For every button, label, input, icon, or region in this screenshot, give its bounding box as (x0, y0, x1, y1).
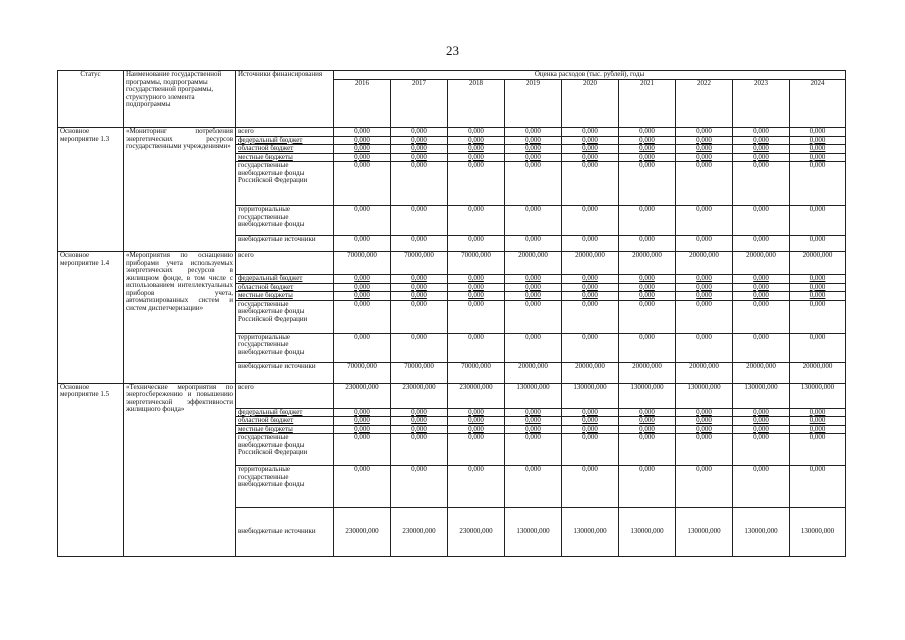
value-cell: 0,000 (619, 145, 676, 154)
value-cell: 130000,000 (562, 508, 619, 557)
value-cell: 0,000 (619, 425, 676, 434)
value-cell: 20000,000 (733, 252, 790, 275)
value-cell: 0,000 (733, 283, 790, 292)
value-cell: 0,000 (676, 236, 733, 252)
value-cell: 0,000 (334, 128, 391, 137)
header-year-2024: 2024 (790, 80, 846, 128)
value-cell: 0,000 (562, 425, 619, 434)
value-cell: 0,000 (334, 162, 391, 206)
value-cell: 0,000 (391, 333, 448, 362)
row-source: всего (236, 128, 334, 137)
value-cell: 0,000 (619, 408, 676, 417)
value-cell: 0,000 (790, 466, 846, 508)
row-source: государственные внебюджетные фонды Российской Федерации (236, 434, 334, 466)
value-cell: 0,000 (790, 283, 846, 292)
page-number: 23 (446, 43, 459, 58)
value-cell: 0,000 (334, 425, 391, 434)
value-cell: 0,000 (619, 466, 676, 508)
value-cell: 70000,000 (448, 362, 505, 383)
value-cell: 130000,000 (790, 508, 846, 557)
value-cell: 0,000 (619, 434, 676, 466)
value-cell: 0,000 (334, 283, 391, 292)
value-cell: 0,000 (505, 136, 562, 145)
value-cell: 0,000 (334, 292, 391, 301)
value-cell: 130000,000 (676, 383, 733, 408)
value-cell: 20000,000 (562, 252, 619, 275)
value-cell: 0,000 (505, 417, 562, 426)
value-cell: 0,000 (676, 136, 733, 145)
value-cell: 0,000 (790, 408, 846, 417)
table-row (58, 128, 846, 137)
header-year-2020: 2020 (562, 80, 619, 128)
value-cell: 0,000 (505, 408, 562, 417)
value-cell: 0,000 (562, 275, 619, 284)
row-name: «Мониторинг потребления энергетических ресурсов государственными учреждениями» (124, 128, 236, 252)
value-cell: 130000,000 (505, 508, 562, 557)
row-source: внебюджетные источники (236, 362, 334, 383)
value-cell: 0,000 (790, 292, 846, 301)
value-cell: 0,000 (391, 162, 448, 206)
value-cell: 0,000 (562, 236, 619, 252)
value-cell: 0,000 (505, 145, 562, 154)
table-row (58, 252, 846, 275)
value-cell: 0,000 (790, 333, 846, 362)
value-cell: 20000,000 (562, 362, 619, 383)
row-source: федеральный бюджет (236, 136, 334, 145)
value-cell: 20000,000 (619, 362, 676, 383)
value-cell: 0,000 (448, 434, 505, 466)
value-cell: 130000,000 (790, 383, 846, 408)
value-cell: 0,000 (505, 162, 562, 206)
value-cell: 0,000 (334, 236, 391, 252)
value-cell: 0,000 (676, 300, 733, 333)
value-cell: 0,000 (676, 162, 733, 206)
value-cell: 130000,000 (619, 383, 676, 408)
value-cell: 130000,000 (733, 508, 790, 557)
row-source: областной бюджет (236, 417, 334, 426)
row-status: Основное мероприятие 1.3 (58, 128, 124, 252)
header-year-2017: 2017 (391, 80, 448, 128)
value-cell: 0,000 (733, 236, 790, 252)
value-cell: 0,000 (391, 292, 448, 301)
table-body (58, 128, 846, 557)
value-cell: 0,000 (619, 136, 676, 145)
value-cell: 0,000 (505, 292, 562, 301)
value-cell: 0,000 (391, 408, 448, 417)
value-cell: 0,000 (790, 236, 846, 252)
value-cell: 0,000 (448, 128, 505, 137)
row-source: федеральный бюджет (236, 275, 334, 284)
value-cell: 0,000 (334, 136, 391, 145)
value-cell: 0,000 (733, 434, 790, 466)
value-cell: 0,000 (562, 466, 619, 508)
value-cell: 70000,000 (391, 362, 448, 383)
value-cell: 0,000 (448, 333, 505, 362)
value-cell: 0,000 (733, 333, 790, 362)
value-cell: 20000,000 (790, 362, 846, 383)
header-year-2023: 2023 (733, 80, 790, 128)
value-cell: 70000,000 (391, 252, 448, 275)
value-cell: 0,000 (334, 434, 391, 466)
row-source: областной бюджет (236, 283, 334, 292)
value-cell: 130000,000 (733, 383, 790, 408)
value-cell: 0,000 (619, 153, 676, 162)
value-cell: 0,000 (391, 206, 448, 236)
value-cell: 0,000 (391, 145, 448, 154)
value-cell: 0,000 (391, 300, 448, 333)
row-source: местные бюджеты (236, 425, 334, 434)
value-cell: 0,000 (391, 466, 448, 508)
value-cell: 0,000 (619, 283, 676, 292)
value-cell: 0,000 (790, 206, 846, 236)
header-sources: Источники финансирования (236, 71, 334, 128)
value-cell: 70000,000 (334, 362, 391, 383)
value-cell: 130000,000 (505, 383, 562, 408)
value-cell: 0,000 (733, 292, 790, 301)
value-cell: 0,000 (562, 136, 619, 145)
value-cell: 0,000 (505, 300, 562, 333)
value-cell: 230000,000 (448, 383, 505, 408)
value-cell: 0,000 (676, 333, 733, 362)
value-cell: 0,000 (391, 136, 448, 145)
value-cell: 0,000 (733, 408, 790, 417)
value-cell: 0,000 (733, 162, 790, 206)
value-cell: 0,000 (448, 236, 505, 252)
row-source: территориальные государственные внебюджетные фонды (236, 466, 334, 508)
value-cell: 0,000 (676, 466, 733, 508)
value-cell: 0,000 (505, 425, 562, 434)
value-cell: 0,000 (619, 417, 676, 426)
value-cell: 0,000 (448, 153, 505, 162)
value-cell: 0,000 (790, 417, 846, 426)
value-cell: 0,000 (562, 128, 619, 137)
header-status: Статус (58, 71, 124, 128)
value-cell: 0,000 (790, 128, 846, 137)
value-cell: 0,000 (619, 128, 676, 137)
header-name: Наименование государственной программы, подпрограммы государственной программы, структурного элемента подпрограммы (124, 71, 236, 128)
value-cell: 0,000 (790, 145, 846, 154)
value-cell: 0,000 (562, 417, 619, 426)
value-cell: 0,000 (448, 408, 505, 417)
value-cell: 70000,000 (448, 252, 505, 275)
value-cell: 0,000 (733, 136, 790, 145)
value-cell: 0,000 (676, 408, 733, 417)
value-cell: 0,000 (733, 300, 790, 333)
value-cell: 0,000 (790, 425, 846, 434)
value-cell: 0,000 (448, 466, 505, 508)
value-cell: 130000,000 (676, 508, 733, 557)
row-status: Основное мероприятие 1.5 (58, 383, 124, 557)
value-cell: 0,000 (391, 417, 448, 426)
header-year-2022: 2022 (676, 80, 733, 128)
value-cell: 0,000 (676, 283, 733, 292)
value-cell: 0,000 (505, 466, 562, 508)
value-cell: 0,000 (391, 128, 448, 137)
value-cell: 0,000 (733, 145, 790, 154)
value-cell: 0,000 (733, 275, 790, 284)
value-cell: 0,000 (448, 136, 505, 145)
value-cell: 0,000 (562, 300, 619, 333)
budget-table (57, 70, 846, 557)
value-cell: 0,000 (334, 333, 391, 362)
value-cell: 0,000 (334, 145, 391, 154)
value-cell: 0,000 (562, 162, 619, 206)
value-cell: 0,000 (733, 128, 790, 137)
value-cell: 130000,000 (619, 508, 676, 557)
value-cell: 0,000 (676, 275, 733, 284)
value-cell: 0,000 (676, 128, 733, 137)
value-cell: 0,000 (790, 162, 846, 206)
value-cell: 0,000 (619, 300, 676, 333)
value-cell: 0,000 (733, 206, 790, 236)
value-cell: 0,000 (505, 283, 562, 292)
value-cell: 0,000 (334, 153, 391, 162)
value-cell: 0,000 (676, 153, 733, 162)
value-cell: 230000,000 (448, 508, 505, 557)
value-cell: 20000,000 (733, 362, 790, 383)
value-cell: 0,000 (334, 466, 391, 508)
value-cell: 0,000 (505, 206, 562, 236)
row-source: внебюджетные источники (236, 236, 334, 252)
header-year-2019: 2019 (505, 80, 562, 128)
table-header (58, 71, 846, 128)
header-year-2021: 2021 (619, 80, 676, 128)
row-name: «Технические мероприятия по энергосбережению и повышению энергетической эффективности жилищного фонда» (124, 383, 236, 557)
value-cell: 0,000 (505, 236, 562, 252)
value-cell: 0,000 (448, 162, 505, 206)
value-cell: 0,000 (619, 333, 676, 362)
value-cell: 0,000 (391, 434, 448, 466)
value-cell: 20000,000 (676, 362, 733, 383)
value-cell: 0,000 (334, 275, 391, 284)
value-cell: 230000,000 (391, 383, 448, 408)
value-cell: 0,000 (505, 434, 562, 466)
value-cell: 0,000 (448, 292, 505, 301)
value-cell: 0,000 (790, 300, 846, 333)
value-cell: 20000,000 (505, 252, 562, 275)
value-cell: 20000,000 (790, 252, 846, 275)
value-cell: 0,000 (790, 275, 846, 284)
value-cell: 0,000 (733, 153, 790, 162)
value-cell: 0,000 (562, 434, 619, 466)
table-row (58, 383, 846, 408)
row-status: Основное мероприятие 1.4 (58, 252, 124, 384)
value-cell: 0,000 (448, 145, 505, 154)
value-cell: 0,000 (676, 417, 733, 426)
value-cell: 0,000 (391, 236, 448, 252)
row-source: областной бюджет (236, 145, 334, 154)
value-cell: 0,000 (733, 466, 790, 508)
value-cell: 0,000 (619, 292, 676, 301)
row-source: всего (236, 252, 334, 275)
value-cell: 0,000 (505, 333, 562, 362)
value-cell: 0,000 (505, 153, 562, 162)
row-source: государственные внебюджетные фонды Российской Федерации (236, 162, 334, 206)
value-cell: 230000,000 (334, 508, 391, 557)
value-cell: 20000,000 (676, 252, 733, 275)
row-source: федеральный бюджет (236, 408, 334, 417)
value-cell: 0,000 (562, 333, 619, 362)
row-source: всего (236, 383, 334, 408)
value-cell: 230000,000 (334, 383, 391, 408)
value-cell: 0,000 (562, 408, 619, 417)
value-cell: 0,000 (676, 145, 733, 154)
value-cell: 0,000 (619, 236, 676, 252)
value-cell: 0,000 (733, 425, 790, 434)
value-cell: 0,000 (562, 292, 619, 301)
value-cell: 20000,000 (505, 362, 562, 383)
value-cell: 0,000 (448, 206, 505, 236)
header-estimate: Оценка расходов (тыс. рублей), годы (334, 71, 846, 80)
row-source: внебюджетные источники (236, 508, 334, 557)
value-cell: 70000,000 (334, 252, 391, 275)
value-cell: 0,000 (676, 434, 733, 466)
header-year-2018: 2018 (448, 80, 505, 128)
row-source: территориальные государственные внебюджетные фонды (236, 206, 334, 236)
value-cell: 0,000 (448, 300, 505, 333)
value-cell: 20000,000 (619, 252, 676, 275)
value-cell: 0,000 (391, 425, 448, 434)
value-cell: 0,000 (505, 128, 562, 137)
value-cell: 0,000 (676, 425, 733, 434)
value-cell: 230000,000 (391, 508, 448, 557)
value-cell: 0,000 (562, 145, 619, 154)
row-source: местные бюджеты (236, 153, 334, 162)
value-cell: 0,000 (334, 408, 391, 417)
value-cell: 130000,000 (562, 383, 619, 408)
row-source: территориальные государственные внебюджетные фонды (236, 333, 334, 362)
value-cell: 0,000 (619, 162, 676, 206)
row-source: местные бюджеты (236, 292, 334, 301)
value-cell: 0,000 (448, 283, 505, 292)
value-cell: 0,000 (790, 153, 846, 162)
value-cell: 0,000 (676, 292, 733, 301)
value-cell: 0,000 (448, 425, 505, 434)
value-cell: 0,000 (562, 283, 619, 292)
value-cell: 0,000 (391, 283, 448, 292)
value-cell: 0,000 (334, 206, 391, 236)
header-year-2016: 2016 (334, 80, 391, 128)
value-cell: 0,000 (448, 417, 505, 426)
row-source: государственные внебюджетные фонды Российской Федерации (236, 300, 334, 333)
value-cell: 0,000 (733, 417, 790, 426)
value-cell: 0,000 (562, 206, 619, 236)
row-name: «Мероприятия по оснащению приборами учета используемых энергетических ресурсов в жилищном фонде, в том числе с использованием интеллектуальных приборов учета, автоматизированных систем и систем диспетчеризации» (124, 252, 236, 384)
value-cell: 0,000 (334, 417, 391, 426)
value-cell: 0,000 (448, 275, 505, 284)
value-cell: 0,000 (391, 153, 448, 162)
value-cell: 0,000 (391, 275, 448, 284)
value-cell: 0,000 (676, 206, 733, 236)
value-cell: 0,000 (619, 275, 676, 284)
value-cell: 0,000 (790, 136, 846, 145)
value-cell: 0,000 (334, 300, 391, 333)
value-cell: 0,000 (619, 206, 676, 236)
value-cell: 0,000 (790, 434, 846, 466)
value-cell: 0,000 (505, 275, 562, 284)
value-cell: 0,000 (562, 153, 619, 162)
